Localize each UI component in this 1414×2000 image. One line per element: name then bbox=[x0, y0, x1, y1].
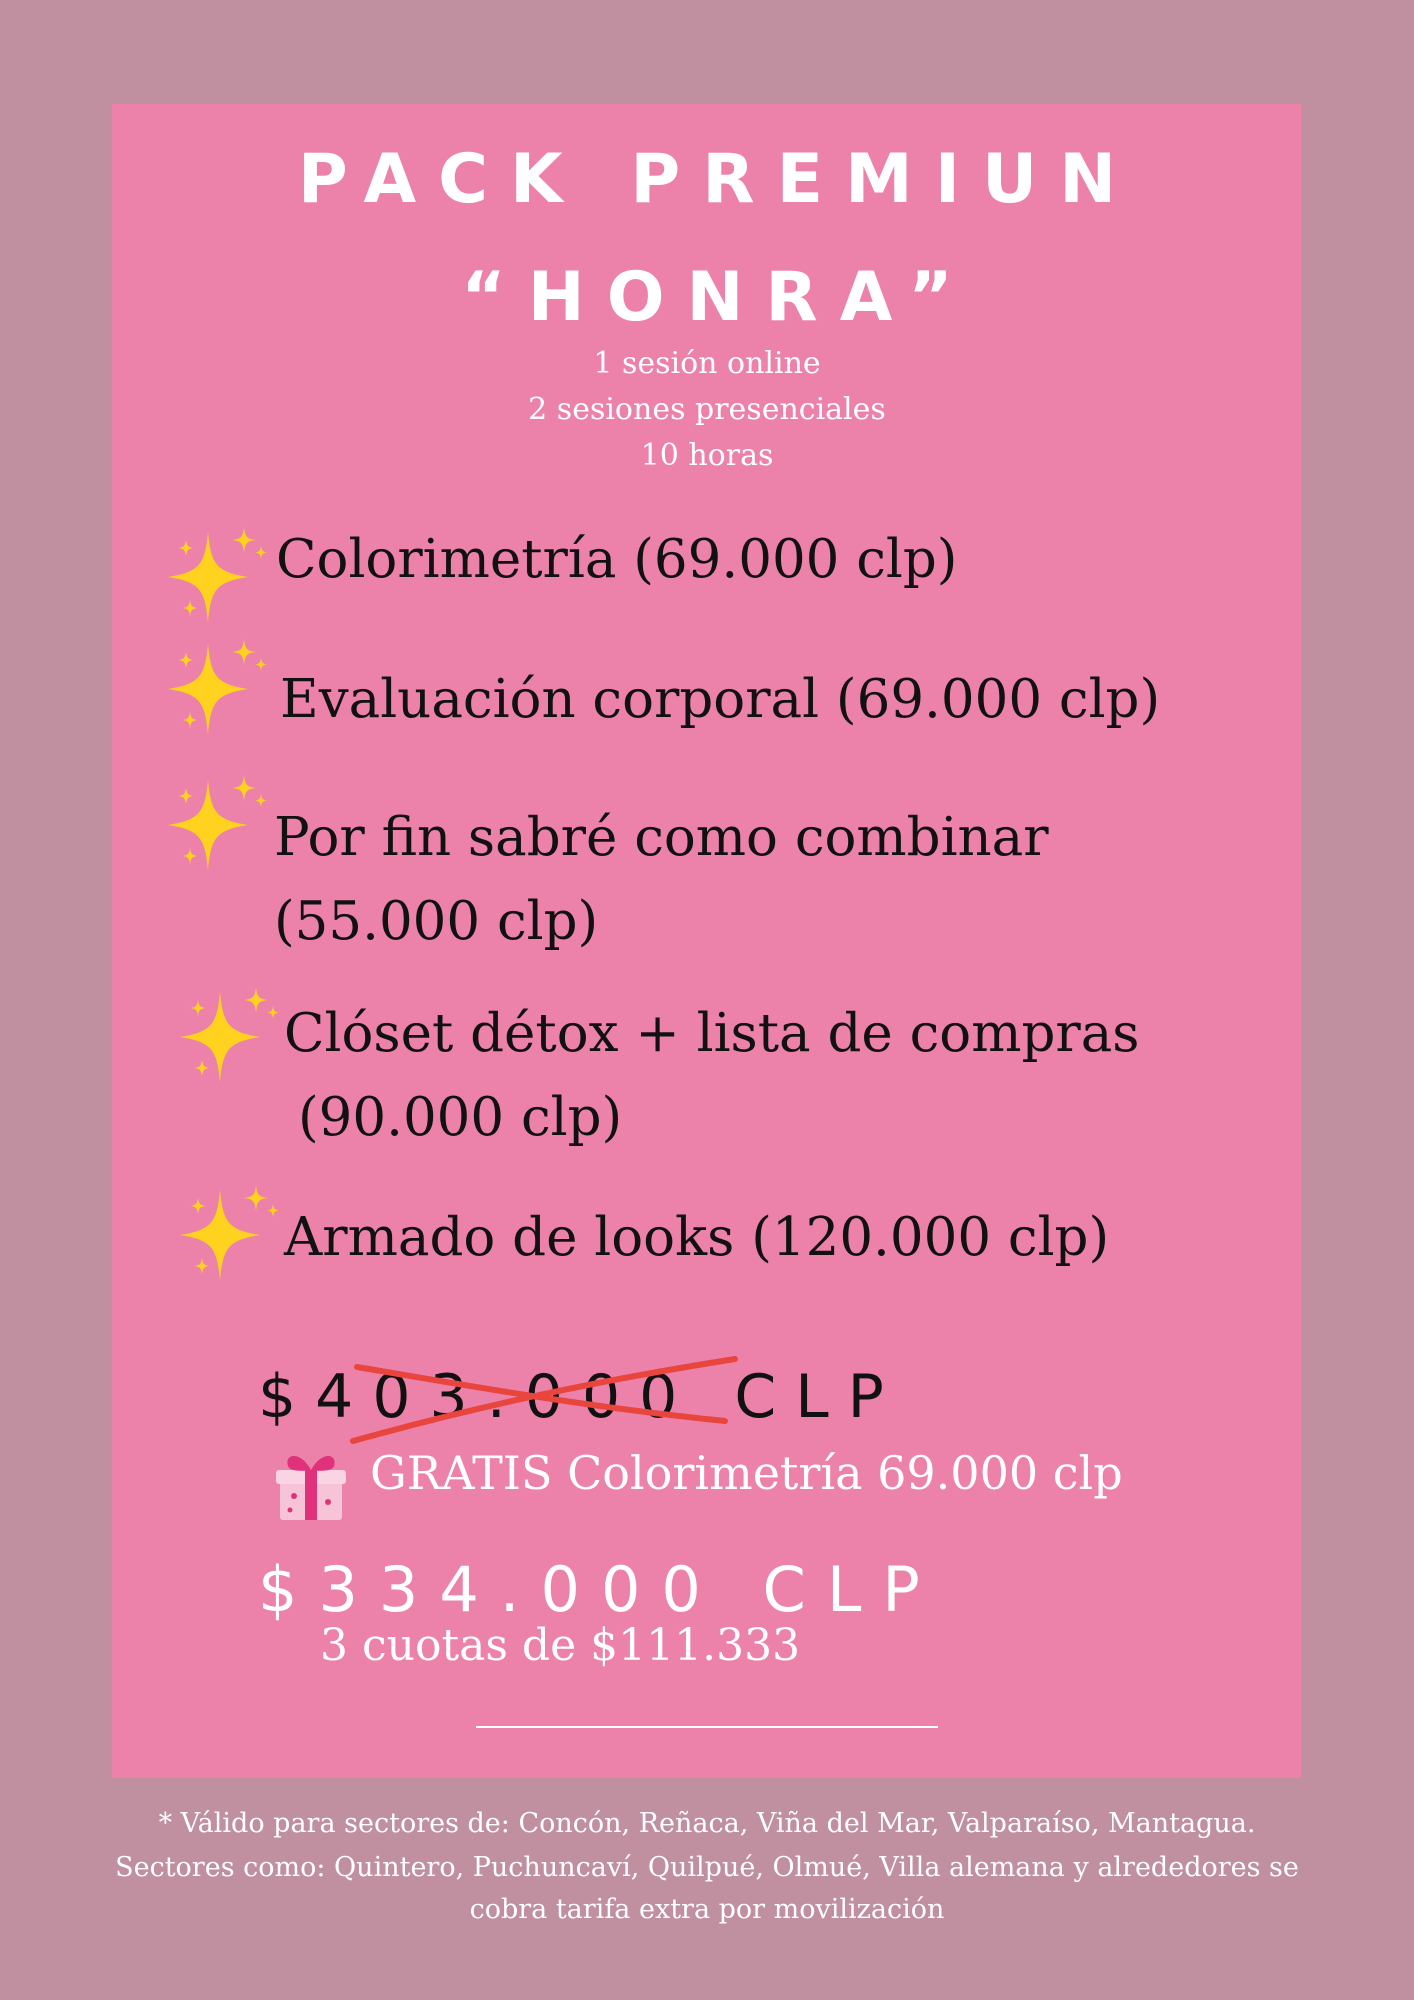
item-evaluacion-corporal: Evaluación corporal (69.000 clp) bbox=[280, 669, 1161, 730]
sparkles-icon bbox=[172, 1180, 282, 1290]
original-price: $403.000 CLP bbox=[258, 1362, 903, 1432]
pack-name: “HONRA” bbox=[461, 258, 975, 337]
sparkles-icon bbox=[172, 982, 282, 1092]
item-closet-detox-price: (90.000 clp) bbox=[298, 1087, 623, 1148]
sparkles-icon bbox=[160, 770, 270, 880]
gift-icon bbox=[270, 1442, 352, 1524]
cross-out-icon bbox=[345, 1345, 745, 1455]
installments: 3 cuotas de $111.333 bbox=[320, 1620, 801, 1671]
session-hours: 10 horas bbox=[640, 438, 774, 473]
item-combinar-price: (55.000 clp) bbox=[274, 891, 599, 952]
item-combinar: Por fin sabré como combinar bbox=[274, 807, 1049, 868]
footnote-line: cobra tarifa extra por movilización bbox=[469, 1894, 945, 1925]
divider bbox=[476, 1726, 938, 1728]
final-price: $334.000 CLP bbox=[258, 1553, 941, 1626]
item-armado-looks: Armado de looks (120.000 clp) bbox=[284, 1207, 1110, 1268]
item-closet-detox: Clóset détox + lista de compras bbox=[284, 1003, 1140, 1064]
footnote-line: * Válido para sectores de: Concón, Reñaca, Viña del Mar, Valparaíso, Mantagua. bbox=[158, 1808, 1256, 1839]
pack-title: PACK PREMIUN bbox=[297, 140, 1139, 219]
session-presencial: 2 sesiones presenciales bbox=[528, 392, 886, 427]
sparkles-icon bbox=[160, 522, 270, 632]
item-colorimetria: Colorimetría (69.000 clp) bbox=[276, 529, 958, 590]
sparkles-icon bbox=[160, 634, 270, 744]
footnote-line: Sectores como: Quintero, Puchuncaví, Quilpué, Olmué, Villa alemana y alrededores se bbox=[115, 1852, 1299, 1883]
gift-offer: GRATIS Colorimetría 69.000 clp bbox=[370, 1446, 1123, 1500]
session-online: 1 sesión online bbox=[593, 346, 821, 381]
